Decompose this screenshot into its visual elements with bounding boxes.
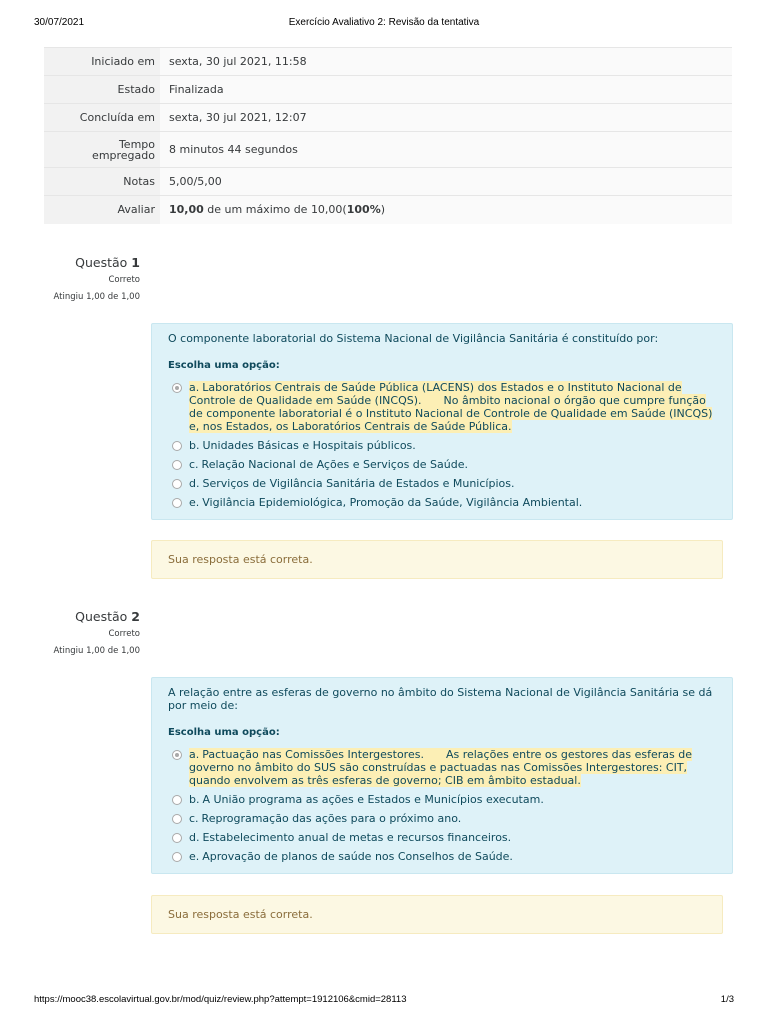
state-value: Finalizada (160, 76, 732, 104)
radio-checked-icon[interactable] (172, 383, 182, 393)
summary-row-state (44, 76, 732, 104)
option-letter: b. (189, 439, 200, 452)
grade-close: ) (380, 203, 386, 217)
grade-max-text: de um máximo de 10,00( (207, 203, 347, 217)
completed-value: sexta, 30 jul 2021, 12:07 (160, 104, 732, 132)
summary-row-grade (44, 196, 732, 224)
question-1-number (44, 255, 140, 270)
started-label: Iniciado em (44, 48, 160, 76)
option-text: Relação Nacional de Ações e Serviços de Saúde. (201, 458, 468, 471)
time-label (44, 132, 160, 168)
option-text: Laboratórios Centrais de Saúde Pública (LACENS) dos Estados e o Instituto Nacional de Controle de Qualidade em Saúde (INCQS). (189, 381, 682, 407)
radio-icon[interactable] (172, 833, 182, 843)
question-2-option-b[interactable] (168, 793, 722, 806)
time-label-line2: empregado (92, 148, 155, 162)
grade-value (160, 196, 732, 224)
summary-row-time (44, 132, 732, 168)
question-label: Questão (75, 609, 128, 624)
radio-checked-icon[interactable] (172, 750, 182, 760)
question-2-prompt: Escolha uma opção: (168, 727, 280, 738)
question-1-grade: Atingiu 1,00 de 1,00 (53, 292, 140, 302)
question-2-grade: Atingiu 1,00 de 1,00 (53, 646, 140, 656)
question-2-option-d[interactable] (168, 831, 722, 844)
question-1-option-e[interactable] (168, 496, 722, 509)
radio-icon[interactable] (172, 441, 182, 451)
question-2-info (44, 609, 140, 656)
option-text: Pactuação nas Comissões Intergestores. (202, 748, 424, 761)
summary-row-completed (44, 104, 732, 132)
print-url: https://mooc38.escolavirtual.gov.br/mod/quiz/review.php?attempt=1912106&cmid=28113 (34, 994, 407, 1005)
question-2-outcome: Sua resposta está correta. (151, 895, 723, 934)
question-2-option-a[interactable] (168, 748, 722, 787)
radio-icon[interactable] (172, 852, 182, 862)
question-number: 2 (131, 609, 140, 624)
option-specific-feedback: As relações entre os gestores das esferas de governo no âmbito do SUS são construídas e pactuadas nas Comissões Intergestores: CIT, quando envolvem as três esferas de governo; CIB em âmbito estadual. (189, 748, 693, 787)
grade-label: Avaliar (44, 196, 160, 224)
option-letter: d. (189, 831, 200, 844)
radio-icon[interactable] (172, 814, 182, 824)
question-2-number (44, 609, 140, 624)
print-page-number: 1/3 (720, 994, 734, 1005)
marks-value: 5,00/5,00 (160, 168, 732, 196)
option-letter: a. (189, 748, 200, 761)
time-value: 8 minutos 44 segundos (160, 132, 732, 168)
grade-percent: 100% (346, 203, 381, 217)
question-2-formulation (151, 677, 733, 874)
radio-icon[interactable] (172, 460, 182, 470)
print-title: Exercício Avaliativo 2: Revisão da tentativa (288, 17, 480, 28)
completed-label: Concluída em (44, 104, 160, 132)
time-label-line1: Tempo (118, 137, 155, 151)
option-text: Aprovação de planos de saúde nos Conselhos de Saúde. (202, 850, 513, 863)
marks-label: Notas (44, 168, 160, 196)
question-1-formulation (151, 323, 733, 520)
option-text: Estabelecimento anual de metas e recursos financeiros. (202, 831, 512, 844)
option-letter: e. (189, 496, 200, 509)
question-number: 1 (131, 255, 140, 270)
print-header (34, 17, 734, 31)
question-1-prompt: Escolha uma opção: (168, 360, 280, 371)
option-letter: e. (189, 850, 200, 863)
grade-score: 10,00 (169, 203, 204, 217)
question-1-text: O componente laboratorial do Sistema Nacional de Vigilância Sanitária é constituído por: (168, 332, 659, 345)
question-2-option-e[interactable] (168, 850, 722, 863)
question-1-outcome: Sua resposta está correta. (151, 540, 723, 579)
option-letter: d. (189, 477, 200, 490)
radio-icon[interactable] (172, 795, 182, 805)
question-2-state: Correto (108, 629, 140, 639)
option-a-answer (189, 381, 712, 433)
option-letter: c. (189, 458, 199, 471)
option-text: Reprogramação das ações para o próximo ano. (201, 812, 462, 825)
question-1-option-a[interactable] (168, 381, 722, 433)
state-label: Estado (44, 76, 160, 104)
option-letter: c. (189, 812, 199, 825)
question-1-option-b[interactable] (168, 439, 722, 452)
option-letter: b. (189, 793, 200, 806)
option-text: Unidades Básicas e Hospitais públicos. (202, 439, 416, 452)
question-1-option-c[interactable] (168, 458, 722, 471)
radio-icon[interactable] (172, 479, 182, 489)
question-2-option-c[interactable] (168, 812, 722, 825)
question-2-text: A relação entre as esferas de governo no âmbito do Sistema Nacional de Vigilância Sanitária se dá por meio de: (168, 686, 713, 712)
started-value: sexta, 30 jul 2021, 11:58 (160, 48, 732, 76)
print-footer (34, 994, 734, 1008)
summary-row-started (44, 48, 732, 76)
option-a-answer (189, 748, 692, 787)
print-date: 30/07/2021 (34, 17, 85, 28)
question-label: Questão (75, 255, 128, 270)
question-1-option-d[interactable] (168, 477, 722, 490)
option-text: Vigilância Epidemiológica, Promoção da Saúde, Vigilância Ambiental. (202, 496, 583, 509)
option-text: Serviços de Vigilância Sanitária de Estados e Municípios. (202, 477, 515, 490)
option-letter: a. (189, 381, 200, 394)
radio-icon[interactable] (172, 498, 182, 508)
question-1-info (44, 255, 140, 302)
summary-row-marks (44, 168, 732, 196)
option-specific-feedback: No âmbito nacional o órgão que cumpre função de componente laboratorial é o Instituto Nacional de Controle de Qualidade em Saúde (INCQS) e, nos Estados, os Laboratórios Centrais de Saúde Pública. (189, 394, 713, 433)
question-1-state: Correto (108, 275, 140, 285)
attempt-summary-table (44, 47, 732, 224)
option-text: A União programa as ações e Estados e Municípios executam. (202, 793, 544, 806)
